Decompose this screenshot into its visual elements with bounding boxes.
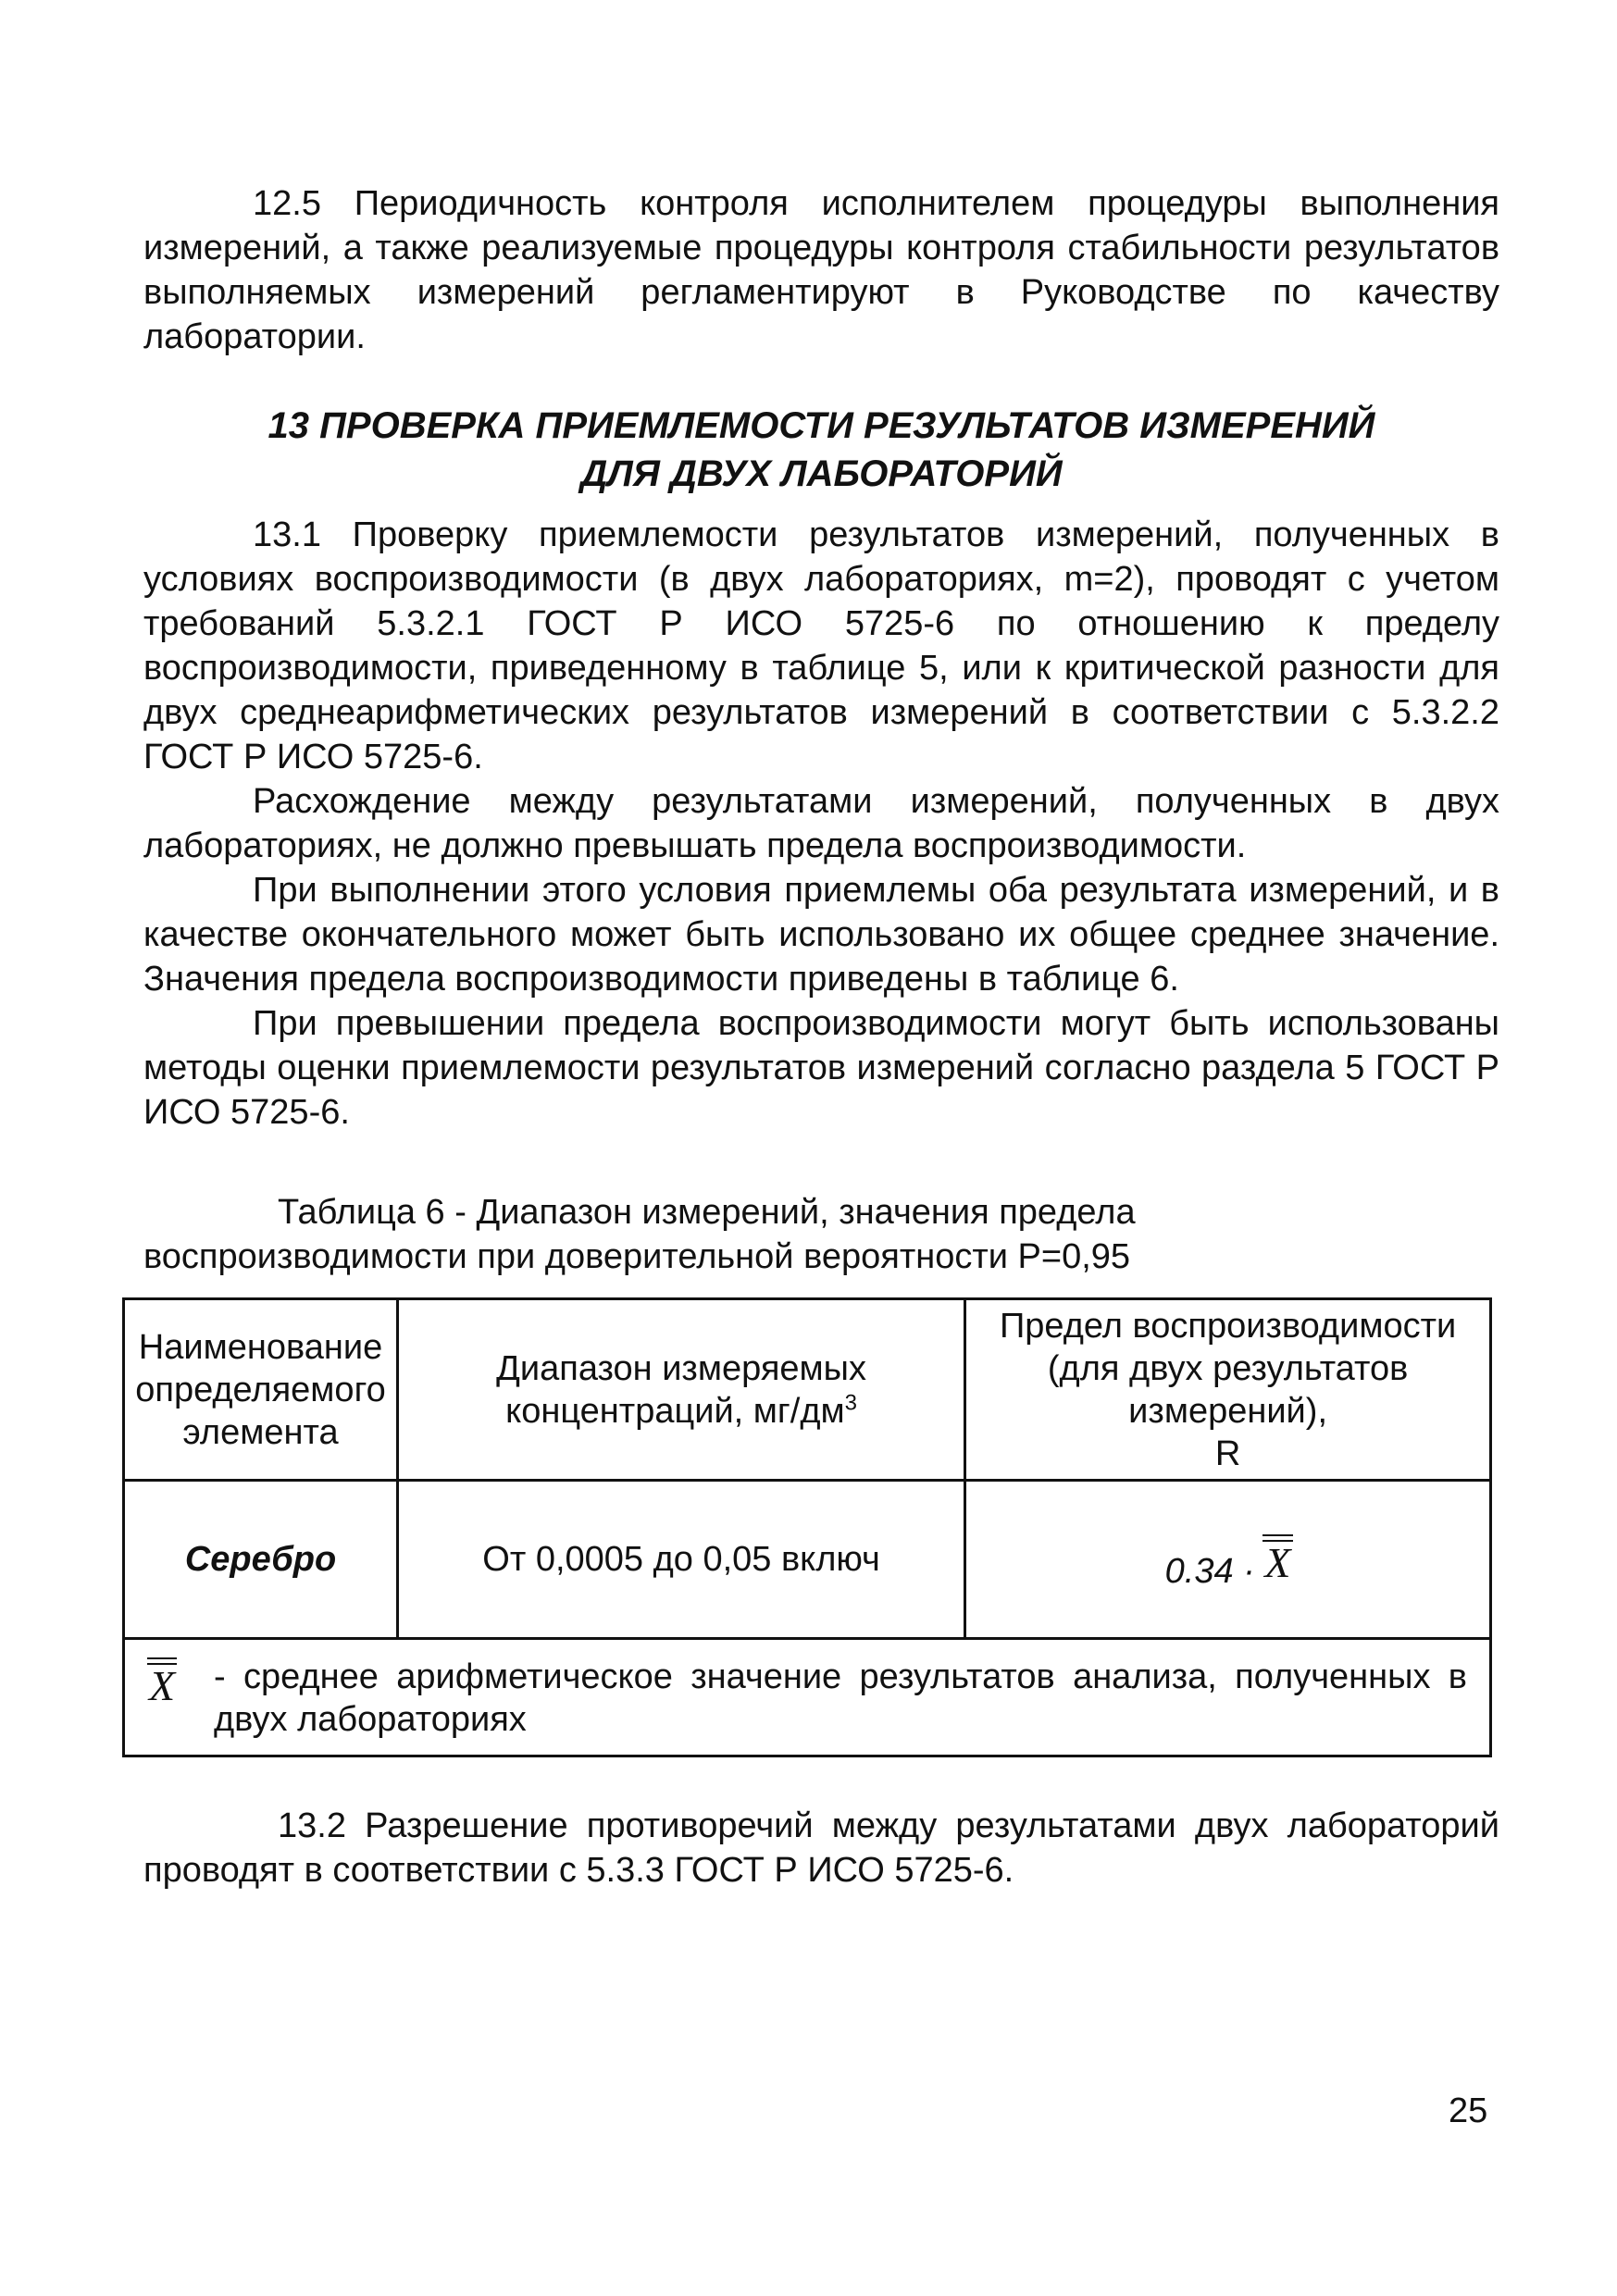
paragraph-13-2: 13.2 Разрешение противоречий между результатами двух лабораторий проводят в соответствии с 5.3.3 ГОСТ Р ИСО 5725-6. <box>143 1806 1499 1890</box>
formula-mean-symbol: X <box>1264 1533 1290 1584</box>
header-limit-symbol: R <box>1214 1433 1241 1473</box>
paragraph-exceed: При превышении предела воспроизводимости могут быть использованы методы оценки приемлемости результатов измерений согласно раздела 5 ГОСТ Р ИСО 5725-6. <box>143 1004 1499 1132</box>
paragraph-acceptable: При выполнении этого условия приемлемы оба результата измерений, и в качестве окончательного может быть использовано их общее среднее значение. Значения предела воспроизводимости приведены в таблице 6. <box>143 871 1499 999</box>
note-text: - среднее арифметическое значение результатов анализа, полученных в двух лабораториях <box>214 1657 1467 1739</box>
section-title-line-1: 13 ПРОВЕРКА ПРИЕМЛЕМОСТИ РЕЗУЛЬТАТОВ ИЗМЕРЕНИЙ <box>267 405 1375 446</box>
section-title-line-2: ДЛЯ ДВУХ ЛАБОРАТОРИЙ <box>580 453 1063 494</box>
table-6-caption: Таблица 6 - Диапазон измерений, значения предела воспроизводимости при доверительной вероятности Р=0,95 <box>143 1193 1136 1276</box>
table-header-row <box>124 1299 1491 1481</box>
note-mean-symbol: X <box>149 1656 175 1707</box>
cell-formula <box>965 1481 1491 1639</box>
header-range-text: Диапазон измеряемых концентраций, мг/дм <box>496 1348 866 1431</box>
cell-element: Серебро <box>124 1481 398 1639</box>
section-13-title <box>143 402 1499 498</box>
header-reproducibility-limit <box>965 1299 1491 1481</box>
page-content <box>135 181 1499 1893</box>
header-range-unit-exponent: 3 <box>844 1389 857 1415</box>
table-6 <box>122 1297 1492 1757</box>
table-note-row <box>124 1639 1491 1756</box>
page-number: 25 <box>1449 2091 1488 2130</box>
cell-range: От 0,0005 до 0,05 включ <box>397 1481 964 1639</box>
paragraph-13-1: 13.1 Проверку приемлемости результатов измерений, полученных в условиях воспроизводимости (в двух лабораториях, m=2), проводят с учетом требований 5.3.2.1 ГОСТ Р ИСО 5725-6 по отношению к пределу воспроизводимости, приведенному в таблице 5, или к критической разности для двух среднеарифметических результатов измерений в соответствии с 5.3.2.2 ГОСТ Р ИСО 5725-6. <box>143 515 1499 776</box>
table-row <box>124 1481 1491 1639</box>
header-element-name: Наименование определяемого элемента <box>124 1299 398 1481</box>
paragraph-12-5: 12.5 Периодичность контроля исполнителем процедуры выполнения измерений, а также реализуемые процедуры контроля стабильности результатов выполняемых измерений регламентируют в Руководстве по качеству лаборатории. <box>143 184 1499 356</box>
table-note <box>124 1639 1491 1756</box>
paragraph-divergence: Расхождение между результатами измерений, полученных в двух лабораториях, не должно превышать предела воспроизводимости. <box>143 782 1499 865</box>
header-limit-text: Предел воспроизводимости (для двух результатов измерений), <box>999 1306 1457 1431</box>
formula-coefficient: 0.34 · <box>1164 1551 1255 1591</box>
header-concentration-range <box>397 1299 964 1481</box>
